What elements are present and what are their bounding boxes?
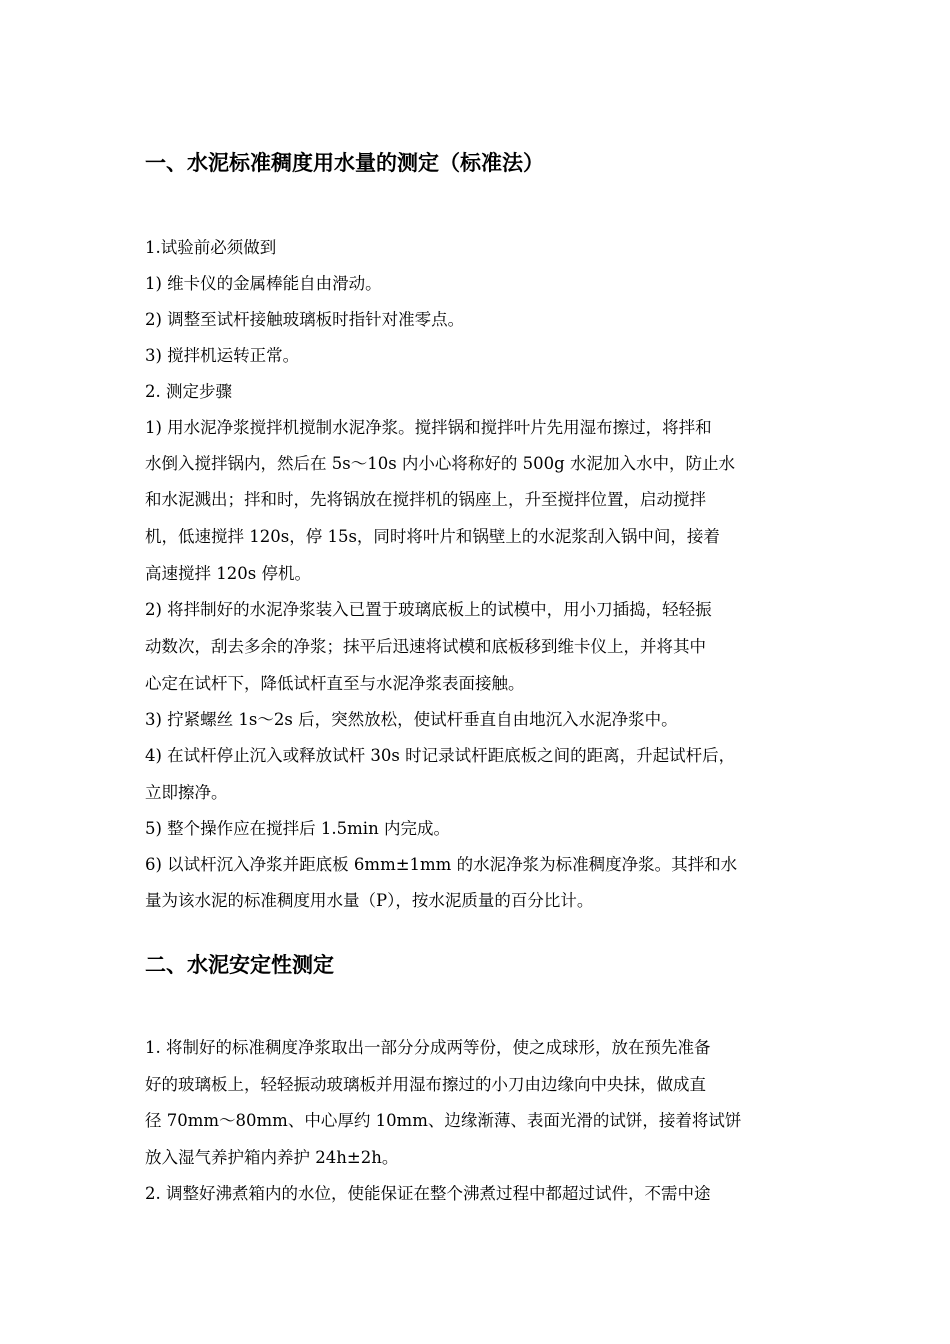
section1-line: 4) 在试杆停止沉入或释放试杆 30s 时记录试杆距底板之间的距离，升起试杆后， xyxy=(145,746,736,765)
section1-line: 3) 拧紧螺丝 1s～2s 后，突然放松，使试杆垂直自由地沉入水泥净浆中。 xyxy=(145,710,678,729)
section1-line: 6) 以试杆沉入净浆并距底板 6mm±1mm 的水泥净浆为标准稠度净浆。其拌和水 xyxy=(145,855,738,874)
section2-line: 2. 调整好沸煮箱内的水位，使能保证在整个沸煮过程中都超过试件，不需中途 xyxy=(145,1184,711,1203)
section1-line: 立即擦净。 xyxy=(145,783,228,802)
section2-line: 1. 将制好的标准稠度净浆取出一部分分成两等份，使之成球形，放在预先准备 xyxy=(145,1038,711,1057)
section1-line: 心定在试杆下，降低试杆直至与水泥净浆表面接触。 xyxy=(145,674,525,693)
section1-line: 3) 搅拌机运转正常。 xyxy=(145,346,300,365)
section2-line: 好的玻璃板上，轻轻振动玻璃板并用湿布擦过的小刀由边缘向中央抹，做成直 xyxy=(145,1075,706,1094)
section2-title: 二、水泥安定性测定 xyxy=(145,953,334,977)
section2-line: 径 70mm～80mm、中心厚约 10mm、边缘渐薄、表面光滑的试饼，接着将试饼 xyxy=(145,1111,742,1130)
section1-line: 水倒入搅拌锅内，然后在 5s～10s 内小心将称好的 500g 水泥加入水中，防止水 xyxy=(145,454,735,473)
section1-line: 和水泥溅出；拌和时，先将锅放在搅拌机的锅座上，升至搅拌位置，启动搅拌 xyxy=(145,490,706,509)
section1-line: 1.试验前必须做到 xyxy=(145,238,277,257)
section1-line: 2) 将拌制好的水泥净浆装入已置于玻璃底板上的试模中，用小刀插捣，轻轻振 xyxy=(145,600,712,619)
section1-line: 2. 测定步骤 xyxy=(145,382,232,401)
section1-line: 5) 整个操作应在搅拌后 1.5min 内完成。 xyxy=(145,819,450,838)
section2-line: 放入湿气养护箱内养护 24h±2h。 xyxy=(145,1148,399,1167)
section1-line: 1) 维卡仪的金属棒能自由滑动。 xyxy=(145,274,382,293)
section1-line: 高速搅拌 120s 停机。 xyxy=(145,564,311,583)
section1-line: 机，低速搅拌 120s，停 15s，同时将叶片和锅壁上的水泥浆刮入锅中间，接着 xyxy=(145,527,720,546)
section1-line: 2) 调整至试杆接触玻璃板时指针对准零点。 xyxy=(145,310,465,329)
section1-line: 量为该水泥的标准稠度用水量（P），按水泥质量的百分比计。 xyxy=(145,891,594,910)
section1-line: 1) 用水泥净浆搅拌机搅制水泥净浆。搅拌锅和搅拌叶片先用湿布擦过，将拌和 xyxy=(145,418,712,437)
section1-title: 一、水泥标准稠度用水量的测定（标准法） xyxy=(145,151,544,175)
section1-line: 动数次，刮去多余的净浆；抹平后迅速将试模和底板移到维卡仪上，并将其中 xyxy=(145,637,706,656)
